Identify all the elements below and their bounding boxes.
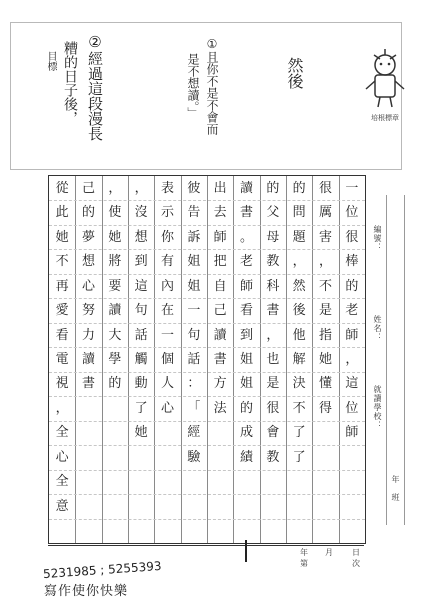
grid-character: 一 xyxy=(345,180,359,196)
grid-character: 書 xyxy=(213,352,227,367)
grid-character: 使 xyxy=(108,205,122,221)
grid-character: 這 xyxy=(345,376,359,392)
grid-character: 告 xyxy=(187,205,201,221)
grid-character: 指 xyxy=(318,327,332,343)
label-name: 姓名： xyxy=(373,315,382,342)
grid-character: 會 xyxy=(266,425,280,441)
grid-row-line xyxy=(49,225,365,226)
grid-character: 到 xyxy=(134,254,148,270)
grid-character: 再 xyxy=(55,278,69,294)
grid-character: 法 xyxy=(213,400,227,416)
grid-character: 很 xyxy=(266,400,280,416)
grid-character: 句 xyxy=(187,327,201,343)
grid-character: 心 xyxy=(160,400,174,416)
grid-character: 題 xyxy=(292,229,306,245)
grid-character: 意 xyxy=(55,498,69,514)
grid-character: 她 xyxy=(108,229,122,245)
grid-character: 姐 xyxy=(187,278,201,294)
grid-character: ， xyxy=(55,400,69,416)
grid-character: 她 xyxy=(318,352,332,367)
grid-character: 的 xyxy=(292,180,306,196)
draft-note-1b: 是不想讀。」 xyxy=(186,53,200,119)
grid-column-line xyxy=(154,176,155,543)
grid-column-line xyxy=(260,176,261,543)
grid-character: 他 xyxy=(292,327,306,343)
grid-row-line xyxy=(49,519,365,520)
grid-character: ， xyxy=(292,254,306,270)
grid-character: 讀 xyxy=(81,352,95,367)
grid-character: 觸 xyxy=(134,352,148,367)
grid-character: 自 xyxy=(213,278,227,294)
grid-character: 句 xyxy=(134,303,148,319)
grid-character: 去 xyxy=(213,205,227,221)
grid-row-line xyxy=(49,445,365,446)
grid-character: 也 xyxy=(266,352,280,367)
grid-character: 她 xyxy=(134,425,148,441)
info-divider xyxy=(404,195,405,525)
date-month: 月 xyxy=(325,548,333,557)
grid-character: 厲 xyxy=(318,205,332,221)
grid-column-line xyxy=(339,176,340,543)
grid-character: 很 xyxy=(318,180,332,196)
grid-character: 學 xyxy=(108,352,122,367)
grid-row-line xyxy=(49,372,365,373)
grid-character: 解 xyxy=(292,352,306,367)
grid-character: 彼 xyxy=(187,180,201,196)
grid-character: 然 xyxy=(292,278,306,294)
grid-character: ， xyxy=(266,327,280,343)
grid-character: 心 xyxy=(55,449,69,465)
date-seq: 第 xyxy=(300,559,308,568)
grid-character: 書 xyxy=(81,376,95,392)
footer-phone: 5231985 ; 5255393 xyxy=(42,558,162,582)
grid-character: 讀 xyxy=(239,180,253,196)
grid-row-line xyxy=(49,298,365,299)
grid-character: ， xyxy=(134,180,148,196)
bottom-rule xyxy=(48,545,364,546)
grid-character: 的 xyxy=(81,205,95,221)
grid-character: 書 xyxy=(266,303,280,319)
grid-character: 老 xyxy=(239,254,253,270)
writing-grid xyxy=(48,175,366,544)
grid-character: 了 xyxy=(292,449,306,465)
grid-character: 的 xyxy=(108,376,122,392)
stamp-label: 培根標章 xyxy=(371,114,399,122)
grid-character: 將 xyxy=(108,254,122,270)
grid-character: 大 xyxy=(108,327,122,343)
grid-row-line xyxy=(49,249,365,250)
grid-character: 心 xyxy=(81,278,95,294)
grid-row-line xyxy=(49,323,365,324)
grid-character: 驗 xyxy=(187,449,201,465)
grid-character: 的 xyxy=(266,180,280,196)
grid-character: 沒 xyxy=(134,205,148,221)
grid-character: 一 xyxy=(187,303,201,319)
grid-character: 是 xyxy=(266,376,280,392)
grid-character: 她 xyxy=(55,229,69,245)
date-times: 次 xyxy=(352,559,360,568)
grid-row-line xyxy=(49,421,365,422)
grid-character: 懂 xyxy=(318,376,332,392)
grid-row-line xyxy=(49,470,365,471)
grid-character: 努 xyxy=(81,303,95,319)
grid-character: 的 xyxy=(239,400,253,416)
grid-character: 個 xyxy=(160,352,174,367)
grid-character: 母 xyxy=(266,229,280,245)
grid-character: 動 xyxy=(134,376,148,392)
draft-word: 然後 xyxy=(285,57,304,89)
grid-row-line xyxy=(49,494,365,495)
grid-character: ， xyxy=(318,254,332,270)
grid-column-line xyxy=(312,176,313,543)
grid-character: 師 xyxy=(239,278,253,294)
grid-character: 。 xyxy=(239,229,253,245)
grid-column-line xyxy=(128,176,129,543)
grid-character: 這 xyxy=(134,278,148,294)
grid-character: 夢 xyxy=(81,229,95,245)
draft-note-1a: ①且你不是不會而 xyxy=(205,37,219,135)
info-divider xyxy=(386,195,387,525)
grid-character: 訴 xyxy=(187,229,201,245)
grid-character: 你 xyxy=(160,229,174,245)
grid-character: 想 xyxy=(134,229,148,245)
grid-character: 老 xyxy=(345,303,359,319)
grid-character: 愛 xyxy=(55,303,69,319)
grid-character: 讀 xyxy=(108,303,122,319)
grid-character: 內 xyxy=(160,278,174,294)
date-year: 年 xyxy=(300,548,308,557)
grid-character: 視 xyxy=(55,376,69,392)
grid-character: 姐 xyxy=(187,254,201,270)
grid-character: 成 xyxy=(239,425,253,441)
grid-character: 師 xyxy=(345,425,359,441)
grid-character: 己 xyxy=(213,303,227,319)
grid-character: 教 xyxy=(266,254,280,270)
grid-character: 出 xyxy=(213,180,227,196)
grid-character: ， xyxy=(108,180,122,196)
grid-character: 科 xyxy=(266,278,280,294)
grid-character: 人 xyxy=(160,376,174,392)
grid-column-line xyxy=(207,176,208,543)
grid-character: 書 xyxy=(239,205,253,221)
grid-character: 決 xyxy=(292,376,306,392)
grid-character: 是 xyxy=(318,303,332,319)
grid-character: 己 xyxy=(81,180,95,196)
grid-character: 棒 xyxy=(345,254,359,270)
footer-slogan: 寫作使你快樂 xyxy=(44,584,129,599)
grid-character: 此 xyxy=(55,205,69,221)
grid-character: 讀 xyxy=(213,327,227,343)
draft-note-2b: 糟的日子後， xyxy=(62,41,78,125)
grid-character: 話 xyxy=(187,352,201,367)
grid-character: 了 xyxy=(292,425,306,441)
grid-character: 不 xyxy=(292,400,306,416)
grid-character: 不 xyxy=(318,278,332,294)
grid-character: 方 xyxy=(213,376,227,392)
grid-character: 話 xyxy=(134,327,148,343)
grid-character: 示 xyxy=(160,205,174,221)
grid-column-line xyxy=(286,176,287,543)
grid-character: 位 xyxy=(345,400,359,416)
grid-column-line xyxy=(102,176,103,543)
grid-character: 問 xyxy=(292,205,306,221)
grid-column-line xyxy=(75,176,76,543)
grid-column-line xyxy=(181,176,182,543)
grid-character: 的 xyxy=(345,278,359,294)
date-day: 日 xyxy=(352,548,360,557)
grid-character: 不 xyxy=(55,254,69,270)
grid-character: 要 xyxy=(108,278,122,294)
grid-cells xyxy=(49,176,365,543)
grid-character: 看 xyxy=(55,327,69,343)
grid-character: 把 xyxy=(213,254,227,270)
grid-character: 到 xyxy=(239,327,253,343)
grid-character: 師 xyxy=(345,327,359,343)
grid-character: 看 xyxy=(239,303,253,319)
draft-note-2c: 目標 xyxy=(45,51,56,71)
grid-character: 害 xyxy=(318,229,332,245)
grid-character: 全 xyxy=(55,474,69,490)
grid-row-line xyxy=(49,200,365,201)
grid-character: 有 xyxy=(160,254,174,270)
label-grade: 年 班 xyxy=(391,475,400,502)
grid-character: ： xyxy=(187,376,201,392)
grid-character: 姐 xyxy=(239,352,253,367)
grid-character: 全 xyxy=(55,425,69,441)
stamp xyxy=(360,45,410,122)
grid-character: 了 xyxy=(134,400,148,416)
grid-character: 績 xyxy=(239,449,253,465)
grid-character: 想 xyxy=(81,254,95,270)
grid-character: 電 xyxy=(55,352,69,367)
grid-character: 後 xyxy=(292,303,306,319)
grid-character: 位 xyxy=(345,205,359,221)
label-school: 就讀學校： xyxy=(373,385,382,430)
grid-character: 經 xyxy=(187,425,201,441)
grid-character: 在 xyxy=(160,303,174,319)
grid-row-line xyxy=(49,347,365,348)
mascot-icon xyxy=(360,45,410,111)
grid-character: 「 xyxy=(187,400,201,416)
draft-area xyxy=(10,22,402,170)
grid-row-line xyxy=(49,274,365,275)
grid-character: 力 xyxy=(81,327,95,343)
grid-character: ， xyxy=(345,352,359,367)
grid-character: 從 xyxy=(55,180,69,196)
grid-character: 一 xyxy=(160,327,174,343)
grid-character: 得 xyxy=(318,400,332,416)
grid-column-line xyxy=(233,176,234,543)
grid-character: 師 xyxy=(213,229,227,245)
pencil-mark xyxy=(245,540,247,562)
grid-character: 很 xyxy=(345,229,359,245)
info-strip xyxy=(368,175,418,542)
grid-character: 姐 xyxy=(239,376,253,392)
draft-note-2a: ②經過這段漫長 xyxy=(86,33,104,141)
label-number: 編號： xyxy=(373,225,382,252)
grid-row-line xyxy=(49,396,365,397)
grid-character: 父 xyxy=(266,205,280,221)
grid-character: 表 xyxy=(160,180,174,196)
grid-character: 教 xyxy=(266,449,280,465)
